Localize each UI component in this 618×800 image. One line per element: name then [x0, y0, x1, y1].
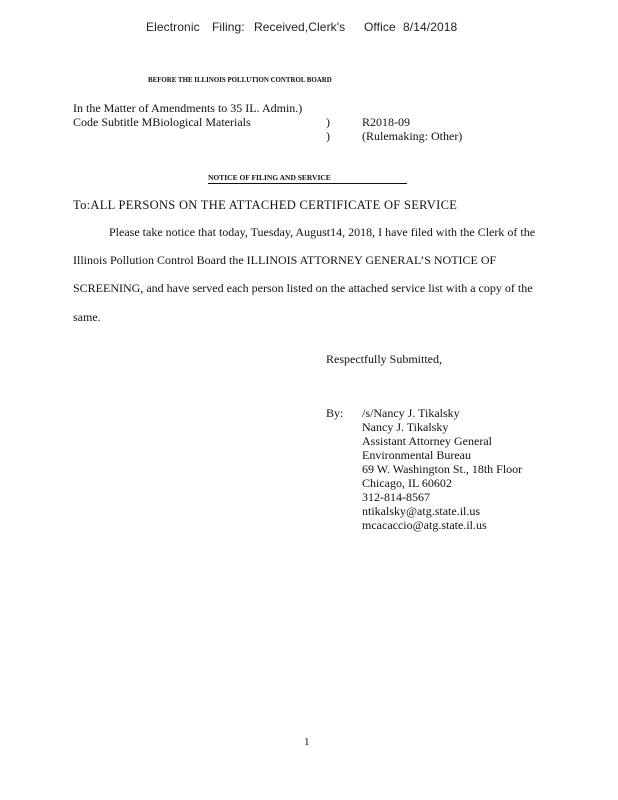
caption-paren-2: ) — [326, 129, 330, 143]
stamp-received: Received,Clerk's — [254, 20, 346, 34]
body-line-4: same. — [73, 310, 101, 324]
stamp-office: Office — [364, 20, 396, 34]
page-number: 1 — [304, 736, 310, 748]
signer-email-1: ntikalsky@atg.state.il.us — [362, 504, 481, 518]
stamp-filing: Filing: — [212, 20, 245, 34]
body-line-3: SCREENING, and have served each person listed on the attached service list with a copy of the — [73, 281, 533, 295]
signer-title: Assistant Attorney General — [362, 434, 492, 448]
signer-email-2: mcacaccio@atg.state.il.us — [362, 518, 487, 532]
to-line: To:ALL PERSONS ON THE ATTACHED CERTIFICATE OF SERVICE — [73, 198, 458, 212]
board-title: BEFORE THE ILLINOIS POLLUTION CONTROL BOARD — [148, 75, 332, 84]
rulemaking-type: (Rulemaking: Other) — [362, 129, 463, 143]
stamp-electronic: Electronic — [146, 20, 200, 34]
signer-name: Nancy J. Tikalsky — [362, 420, 449, 434]
signature-line: /s/Nancy J. Tikalsky — [362, 406, 460, 420]
stamp-date: 8/14/2018 — [403, 20, 458, 34]
caption-paren-1: ) — [326, 115, 330, 129]
body-line-1: Please take notice that today, Tuesday, August14, 2018, I have filed with the Clerk of the — [109, 225, 536, 239]
by-label: By: — [326, 406, 344, 420]
notice-title: NOTICE OF FILING AND SERVICE — [208, 173, 331, 182]
signer-street: 69 W. Washington St., 18th Floor — [362, 462, 523, 476]
body-line-2: Illinois Pollution Control Board the ILLINOIS ATTORNEY GENERAL’S NOTICE OF — [73, 253, 497, 267]
notice-title-underline — [208, 183, 407, 184]
signer-city: Chicago, IL 60602 — [362, 476, 452, 490]
docket-number: R2018-09 — [362, 115, 410, 129]
signer-phone: 312-814-8567 — [362, 490, 430, 504]
closing: Respectfully Submitted, — [326, 352, 442, 366]
signer-bureau: Environmental Bureau — [362, 448, 471, 462]
caption-line-1: In the Matter of Amendments to 35 IL. Admin.) — [73, 101, 303, 115]
caption-line-2: Code Subtitle MBiological Materials — [73, 115, 251, 129]
